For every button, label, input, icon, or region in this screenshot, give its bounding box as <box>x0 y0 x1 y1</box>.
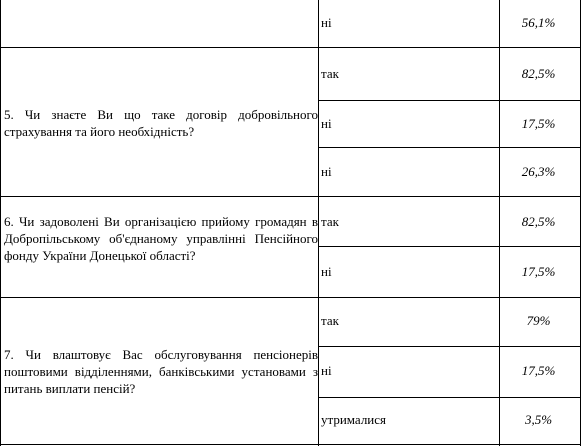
answer-label: так <box>321 66 339 81</box>
row-divider <box>318 346 581 347</box>
column-divider-question <box>318 0 319 446</box>
row-divider <box>318 246 581 247</box>
answer-percentage: 79% <box>526 313 551 328</box>
answer-percentage: 3,5% <box>524 412 553 427</box>
row-divider <box>318 397 581 398</box>
table-border-right <box>580 0 581 446</box>
answer-label: ні <box>321 363 332 378</box>
answer-label: утрималися <box>321 412 387 427</box>
answer-label: ні <box>321 15 332 30</box>
row-divider <box>318 147 581 148</box>
answer-label: ні <box>321 164 332 179</box>
answer-percentage: 82,5% <box>521 66 556 81</box>
answer-percentage: 17,5% <box>521 363 556 378</box>
answer-label: так <box>321 313 339 328</box>
row-divider <box>0 297 581 298</box>
answer-percentage: 17,5% <box>521 264 556 279</box>
row-divider <box>0 47 581 48</box>
table-border-left <box>0 0 1 446</box>
table-border-bottom <box>0 444 581 445</box>
answer-percentage: 17,5% <box>521 116 556 131</box>
answer-label: ні <box>321 116 332 131</box>
row-divider <box>0 196 581 197</box>
answer-percentage: 82,5% <box>521 214 556 229</box>
answer-percentage: 26,3% <box>521 164 556 179</box>
question-text: 7. Чи влаштовує Вас обслуговування пенсіонерів поштовими відділеннями, банківськими установами з питань виплати пенсій? <box>4 347 318 396</box>
answer-label: так <box>321 214 339 229</box>
question-text: 6. Чи задоволені Ви організацією прийому громадян в Добропільському об'єднаному управлінні Пенсійного фонду України Донецької області? <box>4 214 318 263</box>
question-text: 5. Чи знаєте Ви що таке договір добровільного страхування та його необхідність? <box>4 107 318 139</box>
answer-label: ні <box>321 264 332 279</box>
answer-percentage: 56,1% <box>521 15 556 30</box>
row-divider <box>318 100 581 101</box>
